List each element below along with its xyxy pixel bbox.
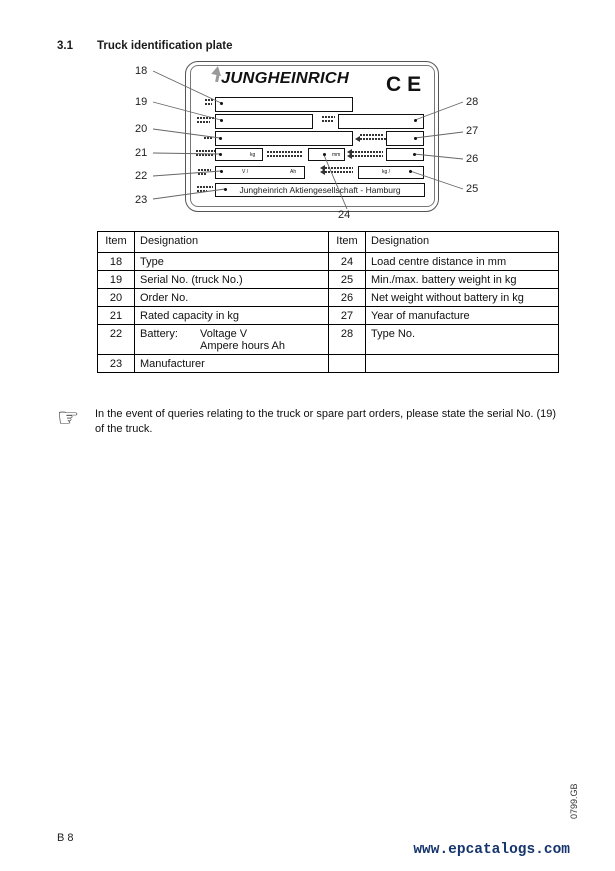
marker-dot bbox=[224, 188, 227, 191]
item-cell: 26 bbox=[329, 289, 366, 307]
table-row bbox=[98, 253, 559, 271]
marker-dot bbox=[219, 137, 222, 140]
callout-28: 28 bbox=[466, 96, 479, 108]
table-header-cell: Item bbox=[98, 232, 135, 253]
brand-name: JUNGHEINRICH bbox=[221, 69, 349, 87]
jungheinrich-logo bbox=[213, 69, 363, 87]
designation-cell bbox=[366, 355, 559, 373]
table-row bbox=[98, 325, 559, 355]
table-row bbox=[98, 271, 559, 289]
table-row bbox=[98, 289, 559, 307]
unit-ampere-hours: Ah bbox=[290, 169, 297, 175]
plate-field-type-no bbox=[338, 114, 424, 129]
designation-cell: Year of manufacture bbox=[366, 307, 559, 325]
ce-mark: CE bbox=[386, 73, 428, 96]
item-cell: 21 bbox=[98, 307, 135, 325]
plate-field-type bbox=[215, 97, 353, 112]
unit-kg-slash: kg / bbox=[382, 169, 391, 175]
pointing-hand-icon: ☞ bbox=[57, 404, 80, 432]
callout-20: 20 bbox=[135, 123, 148, 135]
unit-voltage: V / bbox=[242, 169, 249, 175]
item-cell: 18 bbox=[98, 253, 135, 271]
marker-dot bbox=[413, 153, 416, 156]
designation-cell: Rated capacity in kg bbox=[135, 307, 329, 325]
microtext-stripes bbox=[322, 116, 335, 124]
microtext-stripes bbox=[204, 137, 213, 141]
callout-26: 26 bbox=[466, 153, 479, 165]
callout-24: 24 bbox=[338, 209, 351, 221]
microtext-stripes bbox=[205, 99, 214, 107]
plate-field-capacity bbox=[215, 148, 263, 161]
marker-dot bbox=[414, 119, 417, 122]
item-cell: 27 bbox=[329, 307, 366, 325]
designation-cell: Serial No. (truck No.) bbox=[135, 271, 329, 289]
callout-23: 23 bbox=[135, 194, 148, 206]
item-cell: 20 bbox=[98, 289, 135, 307]
designation-cell: Manufacturer bbox=[135, 355, 329, 373]
designation-cell: Net weight without battery in kg bbox=[366, 289, 559, 307]
item-cell: 28 bbox=[329, 325, 366, 355]
callout-27: 27 bbox=[466, 125, 479, 137]
marker-dot bbox=[414, 137, 417, 140]
callout-18: 18 bbox=[135, 65, 148, 77]
callout-21: 21 bbox=[135, 147, 148, 159]
note-text: In the event of queries relating to the truck or spare part orders, please state the serial No. (19) of the truck. bbox=[95, 408, 557, 435]
table-row bbox=[98, 307, 559, 325]
microtext-stripes bbox=[267, 151, 303, 159]
microtext-stripes bbox=[197, 186, 213, 194]
microtext-stripes bbox=[360, 134, 386, 142]
watermark-link[interactable]: www.epcatalogs.com bbox=[413, 842, 570, 858]
page-title: Truck identification plate bbox=[97, 40, 233, 52]
designation-cell: Battery: Voltage V Ampere hours Ah bbox=[135, 325, 329, 355]
callout-22: 22 bbox=[135, 170, 148, 182]
plate-field-order-no bbox=[215, 131, 353, 146]
manufacturer-line: Jungheinrich Aktiengesellschaft - Hamburg bbox=[239, 185, 401, 195]
page-number: B 8 bbox=[57, 832, 74, 844]
plate-field-net-weight bbox=[386, 148, 424, 161]
microtext-stripes bbox=[352, 151, 383, 159]
marker-dot bbox=[220, 170, 223, 173]
callout-19: 19 bbox=[135, 96, 148, 108]
table-header-cell: Designation bbox=[366, 232, 559, 253]
document-code: 0799.GB bbox=[569, 783, 579, 819]
table-header-cell: Designation bbox=[135, 232, 329, 253]
marker-dot bbox=[220, 119, 223, 122]
note bbox=[57, 404, 562, 437]
microtext-stripes bbox=[196, 150, 215, 158]
item-cell: 23 bbox=[98, 355, 135, 373]
microtext-stripes bbox=[198, 169, 211, 177]
unit-kg: kg bbox=[250, 152, 256, 158]
plate-field-serial-no bbox=[215, 114, 313, 129]
designation-cell: Order No. bbox=[135, 289, 329, 307]
designation-cell: Load centre distance in mm bbox=[366, 253, 559, 271]
plate-field-battery-weight bbox=[358, 166, 424, 179]
microtext-stripes bbox=[197, 117, 214, 125]
item-cell bbox=[329, 355, 366, 373]
item-cell: 19 bbox=[98, 271, 135, 289]
table-row bbox=[98, 355, 559, 373]
item-cell: 22 bbox=[98, 325, 135, 355]
callout-25: 25 bbox=[466, 183, 479, 195]
marker-dot bbox=[220, 102, 223, 105]
logo-arrow-icon bbox=[215, 73, 220, 82]
marker-dot bbox=[323, 153, 326, 156]
designation-cell: Type No. bbox=[366, 325, 559, 355]
designation-cell: Min./max. battery weight in kg bbox=[366, 271, 559, 289]
microtext-stripes bbox=[325, 167, 353, 175]
plate-field-year bbox=[386, 131, 424, 146]
table-header-row bbox=[98, 232, 559, 253]
unit-mm: mm bbox=[332, 152, 341, 158]
item-cell: 25 bbox=[329, 271, 366, 289]
marker-dot bbox=[219, 153, 222, 156]
table-header-cell: Item bbox=[329, 232, 366, 253]
item-cell: 24 bbox=[329, 253, 366, 271]
designation-cell: Type bbox=[135, 253, 329, 271]
marker-dot bbox=[409, 170, 412, 173]
section-number: 3.1 bbox=[57, 40, 73, 52]
designation-table bbox=[97, 231, 559, 373]
